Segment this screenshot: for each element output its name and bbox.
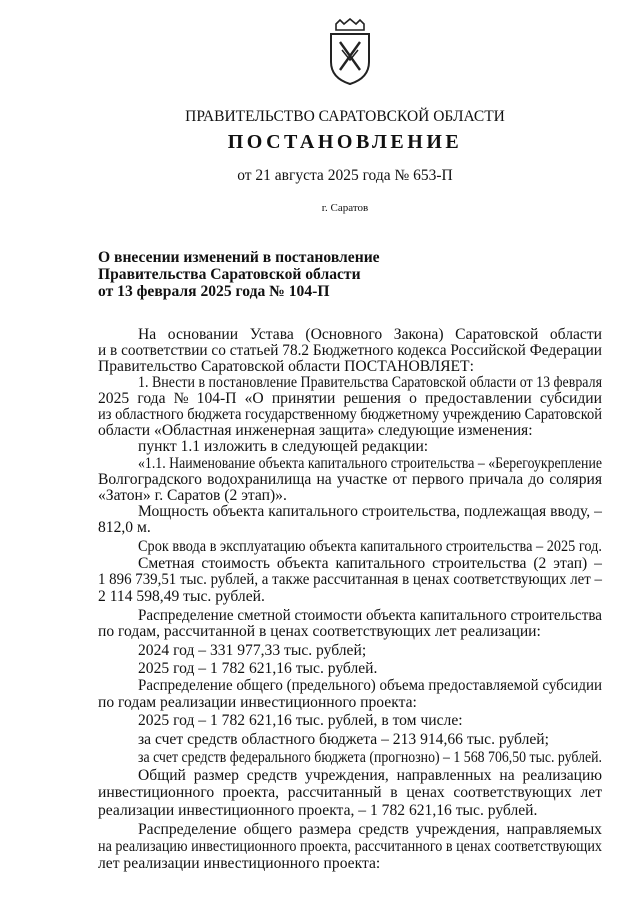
- body-text-line: по годам, рассчитанной в ценах соответствующих лет реализации:: [98, 623, 541, 640]
- body-text-line: Мощность объекта капитального строительства, подлежащая вводу, –: [138, 503, 602, 520]
- body-text-line: за счет средств областного бюджета – 213 914,66 тыс. рублей;: [138, 731, 549, 748]
- body-text-line: области «Областная инженерная защита» следующие изменения:: [98, 422, 533, 439]
- title-line: Правительства Саратовской области: [98, 266, 361, 283]
- date-and-number: от 21 августа 2025 года № 653-П: [237, 167, 453, 184]
- body-text-line: «1.1. Наименование объекта капитального строительства – «Берегоукрепление: [138, 455, 603, 472]
- body-text-line: 1 896 739,51 тыс. рублей, а также рассчитанная в ценах соответствующих лет –: [98, 571, 602, 588]
- body-text-line: 1. Внести в постановление Правительства Саратовской области от 13 февраля: [138, 374, 602, 391]
- body-text-line: 2025 год – 1 782 621,16 тыс. рублей, в том числе:: [138, 712, 463, 729]
- body-text-line: лет реализации инвестиционного проекта:: [98, 855, 381, 872]
- body-text-line: пункт 1.1 изложить в следующей редакции:: [138, 438, 429, 455]
- body-text-line: реализации инвестиционного проекта, – 1 782 621,16 тыс. рублей.: [98, 802, 538, 819]
- coat-of-arms-emblem: [326, 18, 374, 86]
- body-text-line: Правительство Саратовской области ПОСТАНОВЛЯЕТ:: [98, 358, 474, 375]
- body-text-line: Распределение общего (предельного) объема предоставляемой субсидии: [138, 677, 603, 694]
- document-type: ПОСТАНОВЛЕНИЕ: [227, 131, 463, 153]
- body-text-line: 812,0 м.: [98, 519, 151, 536]
- body-text-line: Распределение сметной стоимости объекта капитального строительства: [138, 607, 602, 624]
- body-text-line: и в соответствии со статьей 78.2 Бюджетного кодекса Российской Федерации: [98, 342, 603, 359]
- body-text-line: 2 114 598,49 тыс. рублей.: [98, 588, 265, 605]
- body-text-line: за счет средств федерального бюджета (прогнозно) – 1 568 706,50 тыс. рублей.: [138, 749, 603, 766]
- body-text-line: «Затон» г. Саратов (2 этап)».: [98, 487, 287, 504]
- city: г. Саратов: [321, 202, 369, 214]
- body-text-line: Волгоградского водохранилища на участке от первого причала до солярия: [98, 471, 603, 488]
- body-text-line: по годам реализации инвестиционного проекта:: [98, 694, 417, 711]
- title-line: от 13 февраля 2025 года № 104-П: [98, 283, 330, 300]
- body-text-line: 2024 год – 331 977,33 тыс. рублей;: [138, 642, 367, 659]
- body-text-line: Сметная стоимость объекта капитального строительства (2 этап) –: [138, 555, 602, 572]
- body-text-line: из областного бюджета государственному бюджетному учреждению Саратовской: [98, 406, 603, 423]
- body-text-line: На основании Устава (Основного Закона) Саратовской области: [138, 326, 602, 343]
- authority-name: ПРАВИТЕЛЬСТВО САРАТОВСКОЙ ОБЛАСТИ: [185, 108, 505, 125]
- body-text-line: 2025 года № 104-П «О принятии решения о предоставлении субсидии: [98, 390, 603, 407]
- body-text-line: на реализацию инвестиционного проекта, рассчитанного в ценах соответствующих: [98, 838, 602, 855]
- body-text-line: Распределение общего размера средств учреждения, направляемых: [138, 821, 602, 838]
- body-text-line: 2025 год – 1 782 621,16 тыс. рублей.: [138, 660, 378, 677]
- body-text-line: Срок ввода в эксплуатацию объекта капитального строительства – 2025 год.: [138, 538, 603, 555]
- body-text-line: инвестиционного проекта, рассчитанный в ценах соответствующих лет: [98, 784, 603, 801]
- title-line: О внесении изменений в постановление: [98, 249, 380, 266]
- body-text-line: Общий размер средств учреждения, направленных на реализацию: [138, 767, 602, 784]
